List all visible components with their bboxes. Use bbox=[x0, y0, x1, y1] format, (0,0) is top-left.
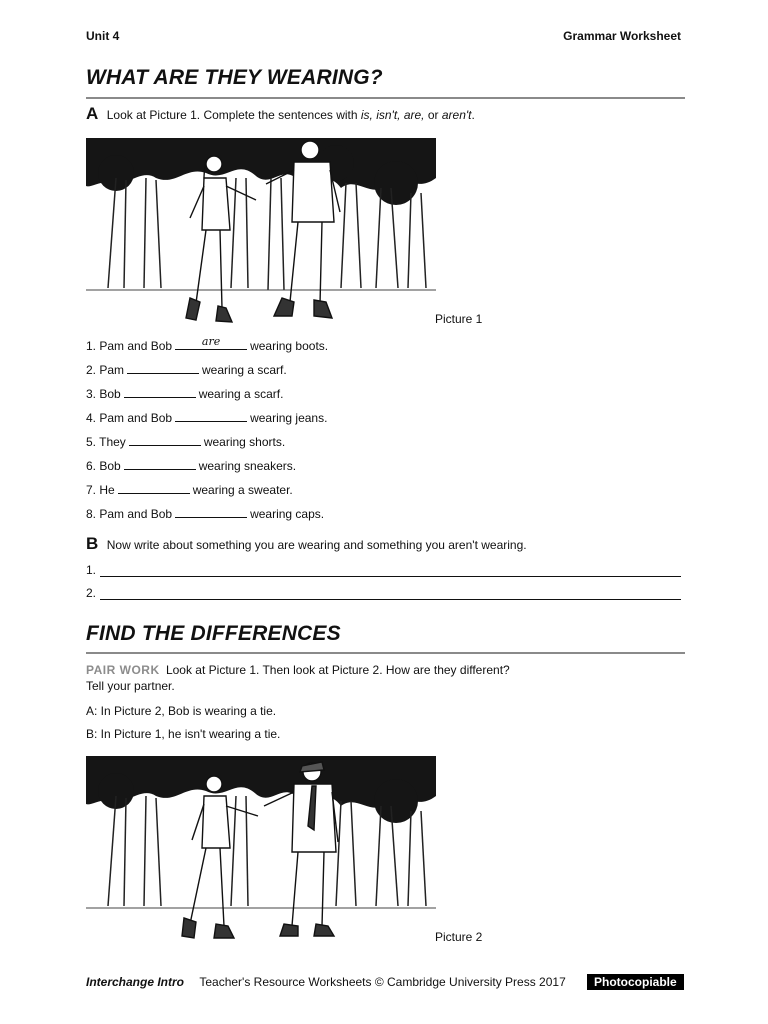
pair-work-label: PAIR WORK bbox=[86, 663, 160, 677]
exercise-b-instruction: B Now write about something you are wearing and something you aren't wearing. bbox=[86, 534, 527, 553]
title-rule bbox=[86, 97, 685, 99]
photocopiable-badge: Photocopiable bbox=[587, 974, 684, 990]
worksheet-type: Grammar Worksheet bbox=[563, 29, 681, 43]
writing-line-2-label: 2. bbox=[86, 586, 97, 600]
answer-blank[interactable] bbox=[175, 335, 247, 350]
section-title-differences: FIND THE DIFFERENCES bbox=[86, 622, 341, 645]
unit-label: Unit 4 bbox=[86, 29, 120, 43]
picture-1-caption: Picture 1 bbox=[435, 312, 483, 326]
example-a: A: In Picture 2, Bob is wearing a tie. bbox=[86, 704, 277, 718]
sentence-8: 8. Pam and Bob wearing caps. bbox=[86, 507, 325, 521]
picture-2-caption: Picture 2 bbox=[435, 930, 483, 944]
answer-blank[interactable] bbox=[124, 458, 196, 470]
sentence-6: 6. Bob wearing sneakers. bbox=[86, 459, 297, 473]
sentence-3: 3. Bob wearing a scarf. bbox=[86, 387, 284, 401]
exercise-a-instruction: A Look at Picture 1. Complete the sentences with is, isn't, are, or aren't. bbox=[86, 104, 475, 123]
sentence-7: 7. He wearing a sweater. bbox=[86, 483, 293, 497]
sentence-1: 1. Pam and Bob are wearing boots. bbox=[86, 335, 329, 353]
pair-work-instruction: PAIR WORK Look at Picture 1. Then look at Picture 2. How are they different? Tell your partner. bbox=[86, 663, 510, 693]
footer-credit: Teacher's Resource Worksheets © Cambridge University Press 2017 bbox=[199, 975, 566, 989]
answer-blank[interactable] bbox=[175, 506, 247, 518]
sentence-2: 2. Pam wearing a scarf. bbox=[86, 363, 287, 377]
example-b: B: In Picture 1, he isn't wearing a tie. bbox=[86, 727, 281, 741]
sentence-5: 5. They wearing shorts. bbox=[86, 435, 286, 449]
sentence-list bbox=[86, 335, 329, 530]
writing-line-1-label: 1. bbox=[86, 563, 97, 577]
writing-line-1[interactable] bbox=[100, 575, 681, 577]
answer-blank[interactable] bbox=[127, 362, 199, 374]
footer bbox=[86, 975, 566, 989]
section-title-wearing: WHAT ARE THEY WEARING? bbox=[86, 66, 383, 89]
handwritten-answer: are bbox=[201, 335, 221, 348]
answer-blank[interactable] bbox=[118, 482, 190, 494]
answer-blank[interactable] bbox=[175, 410, 247, 422]
picture-1-illustration bbox=[86, 138, 436, 328]
exercise-a-letter: A bbox=[86, 104, 99, 123]
answer-blank[interactable] bbox=[124, 386, 196, 398]
footer-book-title: Interchange Intro bbox=[86, 975, 185, 989]
answer-blank[interactable] bbox=[129, 434, 201, 446]
sentence-4: 4. Pam and Bob wearing jeans. bbox=[86, 411, 328, 425]
title-rule bbox=[86, 652, 685, 654]
exercise-b-letter: B bbox=[86, 534, 99, 553]
writing-line-2[interactable] bbox=[100, 598, 681, 600]
picture-2-illustration bbox=[86, 756, 436, 944]
